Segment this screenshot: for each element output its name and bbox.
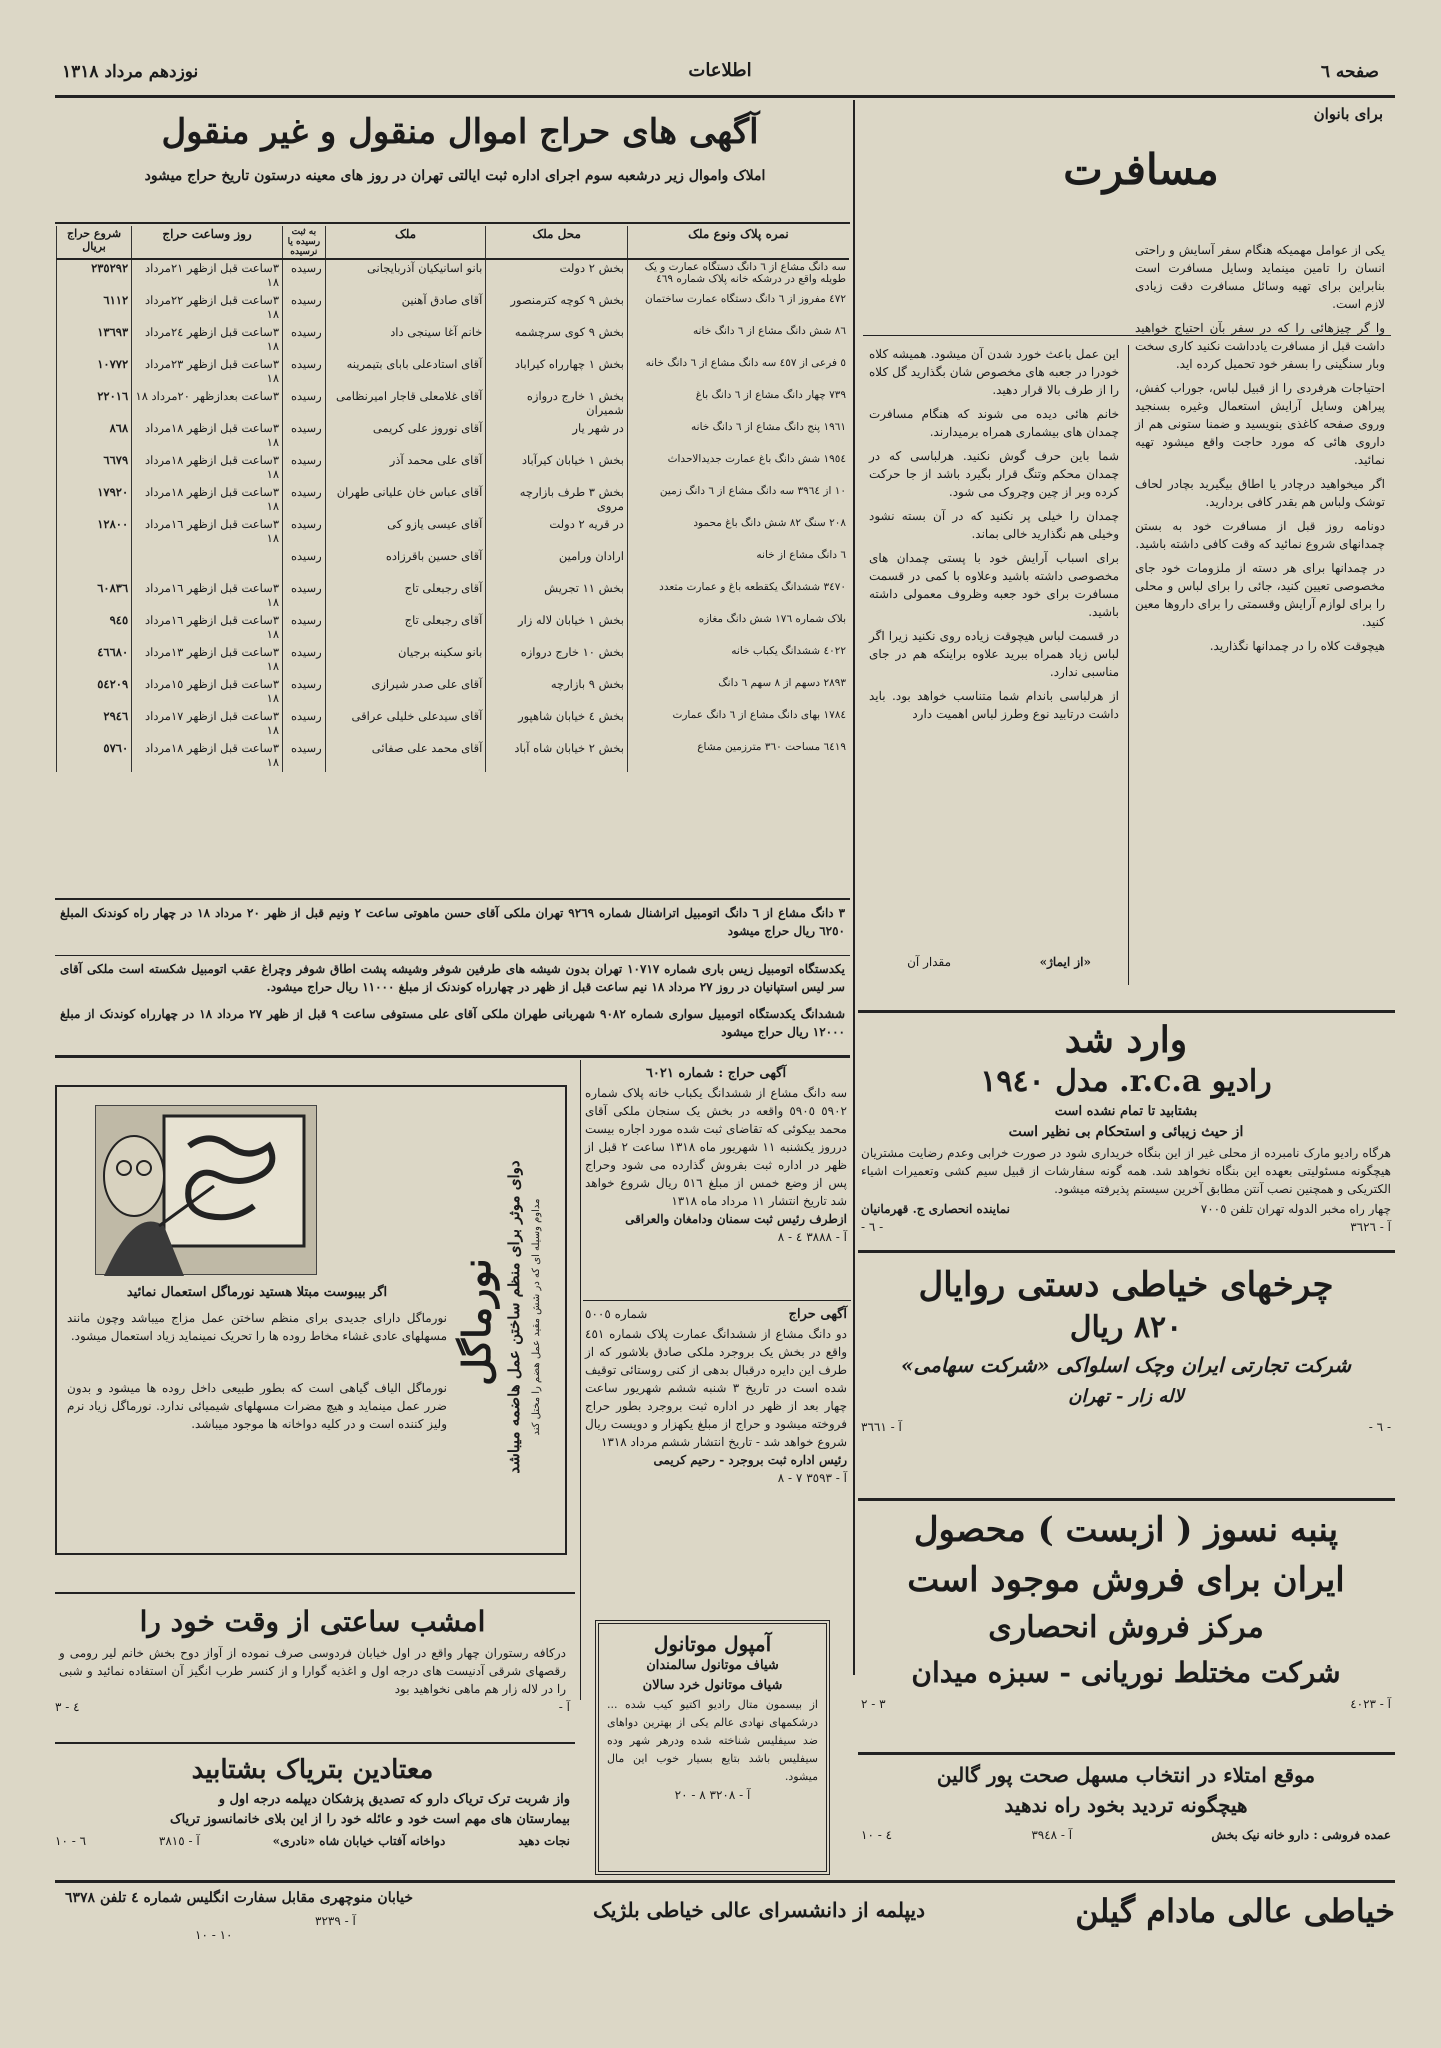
owner-cell: آقای علی محمد آذر [325,452,486,484]
nourmagol-body-2: نورماگل الیاف گیاهی است که بطور طبیعی داخل روده ها میشود و بدون ضرر عمل مینماید و هیچ مضرات مسهلهای شیمیائی ندارد. نورماگل زیاد نرم ولیز کننده است و در کلیه دواخانه ها موجود میباشد. [67,1381,447,1431]
col-owner: ملک [325,226,486,259]
date-cell: ۳ساعت قبل ازظهر ۲۲مرداد ۱۸ [132,292,283,324]
auction-5005-body: دو دانگ مشاع از ششدانگ عمارت پلاک شماره ٤٥١ واقع در بخش یک بروجرد ملکی صادق بلاشور که از طرف این دایره درقبال بدهی از کنی روستائی توقیف شده است در تاریخ ۳ شنبه ششم شهریور ساعت چهار بعد از ظهر در اداره ثبت بروجرد بطور حراج فروخته میشود و حراج از مبلغ یکهزار و دویست ریال شروع خواهد شد - تاریخ انتشار ششم مرداد ۱۳۱۸ [585,1327,847,1449]
laxative-line-2: هیچگونه تردید بخود راه ندهید [1004,1793,1248,1817]
price-cell: ٢٢٠١٦ [57,388,132,420]
man-with-intestine-chart-icon [94,1106,316,1276]
table-row [57,740,850,772]
owner-cell: بانو اسانیکیان آذربایجانی [325,259,486,292]
auction-5005-code: آ - ۳٥٩۳ ۷ - ۸ [777,1471,847,1485]
evening-body: درکافه رستوران چهار واقع در اول خیابان فردوسی صرف نموده از آواز دوح بخش خانم لیر رومی و رقصهای شرقی آدنیست های درجه اول و اغذیه گوارا و از کنسر طرب انگیز آن استفاده نمائید و شبی را در لاله زار هم ماهی نخواهید بود [59,1646,566,1696]
status-cell: رسیده [283,612,326,644]
paragraph: در قسمت لباس هیچوقت زیاده روی نکنید زیرا اگر لباس زیاد همراه ببرید علاوه براینکه هم در جای مناسبی ندارد. [869,629,1119,679]
auction-6021-code: آ - ۳۸۸۸ ٤ - ٨ [777,1230,847,1244]
column-divider [853,100,855,1675]
tailor-title: خیاطی عالی مادام گیلن [1075,1892,1395,1930]
location-cell: بخش ۱ چهارراه کیراباد [486,356,628,388]
status-cell: رسیده [283,516,326,548]
date-cell: ۳ساعت قبل ازظهر ۱۸مرداد ۱۸ [132,452,283,484]
cotton-code-2: ۳ - ۲ [861,1697,886,1711]
auction-table [56,226,849,772]
status-cell: رسیده [283,548,326,580]
location-cell: بخش ۱۱ تجریش [486,580,628,612]
nourmagol-vertical-title: نورماگل [454,1258,499,1386]
owner-cell: آقای رجبعلی تاج [325,612,486,644]
col-status: به ثبت رسیده یا نرسیده [283,226,326,259]
laxative-ad [861,1760,1391,1860]
radio-code-1: آ - ۳٦٢٦ [1350,1220,1391,1234]
sewing-title: چرخهای خیاطی دستی روایال [918,1265,1334,1305]
status-cell: رسیده [283,580,326,612]
plate-cell: ٣٤٧٠ ششدانگ یکقطعه باغ و عمارت متعدد [627,580,849,612]
price-cell: ٥٤٢٠٩ [57,676,132,708]
auction-tbody [57,259,850,772]
cotton-line-4: شرکت مختلط نوریانی - سبزه میدان [911,1656,1341,1689]
cotton-line-2: ایران برای فروش موجود است [907,1560,1345,1600]
ladies-title: مسافرت [1063,145,1219,194]
location-cell: بخش ٤ خیابان شاهپور [486,708,628,740]
ampoule-ad [595,1620,830,1875]
auction-note-1: ۳ دانگ مشاع از ٦ دانگ اتومبیل اتراشنال شماره ۹۲٦٩ تهران ملکی آقای حسن ماهوتی ساعت ۲ ونیم قبل از ظهر ۲۰ مرداد ۱۸ در چهار راه کوندنک المبلغ ٦٢٥٠ ریال حراج میشود [60,906,846,938]
paragraph: دونامه روز قبل از مسافرت خود به بستن چمدانهای شروع نمائید که وقت کافی داشته باشید. [1135,519,1385,551]
tailor-code-2: ١٠ - ١٠ [195,1928,233,1942]
status-cell: رسیده [283,388,326,420]
sewing-code-2: - ٦ - [1368,1420,1391,1434]
addicts-dist: دواخانه آفتاب خیابان شاه «نادری» [272,1834,446,1848]
auction-6021-sign: ازطرف رئیس ثبت سمنان ودامغان والعراقی [625,1212,847,1226]
tailor-sub: دیپلمه از دانشسرای عالی خیاطی بلژیک [593,1898,925,1922]
page-number: صفحه ٦ [1320,62,1379,82]
sewing-company: شرکت تجارتی ایران وچک اسلواکی «شرکت سهامی» [901,1353,1351,1377]
sewing-code-1: آ - ۳٦٦١ [861,1420,902,1434]
owner-cell: آقای استادعلی بابای بتیمرینه [325,356,486,388]
plate-cell: ۷۳۹ چهار دانگ مشاع از ٦ دانگ باغ [627,388,849,420]
radio-body: هرگاه رادیو مارک نامبرده از محلی غیر از این بنگاه خریداری شود در صورت خرابی وعدم رضایت مشتریان هیچگونه مسئولیتی بعهده این بنگاه نخواهد شد. همه گونه سفارشات از قبیل سیم کشی وتعمیرات اشیاء الکتریکی و همچنین نصب آنتن مطابق آخرین سیستم پذیرفته میشود. [861,1146,1391,1196]
plate-cell: ٦ دانگ مشاع از خانه [627,548,849,580]
col-plate: نمره پلاک ونوع ملک [627,226,849,259]
date-cell: ۳ساعت قبل ازظهر ۱٥مرداد ۱۸ [132,676,283,708]
tailor-code-1: آ - ۳۲۳۹ [315,1914,356,1928]
paragraph: احتیاجات هرفردی را از قبیل لباس، جوراب کفش، پیراهن وسایل آرایش استعمال وغیره بسنجید وروی صفحه کاغذی بنویسید و ضمنا ستونی هم از داروی هائی که مورد حاجت واقع میشود تهیه نمائید. [1135,381,1385,467]
radio-title-1: وارد شد [1064,1019,1188,1061]
price-cell: ٨٦٨ [57,420,132,452]
radio-ad [861,1018,1391,1234]
table-row [57,580,850,612]
auction-5005-sign: رئیس اداره ثبت بروجرد - رحیم کریمی [653,1453,847,1467]
ladies-tag: برای بانوان [1313,105,1383,123]
ampoule-body: از بیسمون متال رادیو اکتیو کیب شده ... درشکمهای نهادی عالم یکی از بهترین دواهای ضد سیفلیس شناخته شده ودرهر شهر وده سیفلیس باشد بتایع بسیار خوب این مال میشود. [607,1698,818,1783]
plate-cell: ۱۹٥٤ شش دانگ باغ عمارت جدیدالاحداث [627,452,849,484]
date-cell: ۳ساعت بعدازظهر ۲۰مرداد ۱۸ [132,388,283,420]
status-cell: رسیده [283,740,326,772]
paragraph: برای اسباب آرایش خود با پستی چمدان های مخصوصی داشته باشید وعلاوه با کمی در قسمت مسافرت برای خود جعبه وظروف معمولی داشته باشید. [869,551,1119,619]
col-location: محل ملک [486,226,628,259]
radio-line-1: بشتابید تا تمام نشده است [1054,1104,1198,1119]
auction-5005-title: آگهی حراج [788,1307,847,1322]
date-cell [132,548,283,580]
header-rule [55,95,1395,98]
nourmagol-body-1: نورماگل دارای جدیدی برای منظم ساختن عمل مزاج میباشد وچون مانند مسهلهای عادی غشاء مخاط روده ها را تحریک نمینماید زیاد استعمال میشود. [67,1311,447,1343]
ladies-signature: «از ایماژ» [1039,955,1091,969]
table-row [57,388,850,420]
date-cell: ۳ساعت قبل ازظهر ۱۷مرداد ۱۸ [132,708,283,740]
addicts-line-3: نجات دهید [518,1834,570,1848]
addicts-ad [55,1750,570,1875]
date-cell: ۳ساعت قبل ازظهر ۱۸مرداد ۱۸ [132,740,283,772]
cotton-line-3: مرکز فروش انحصاری [988,1610,1264,1645]
date-cell: ۳ساعت قبل ازظهر ۱٦مرداد ۱۸ [132,612,283,644]
plate-cell: بلاک شماره ١٧٦ شش دانگ مغازه [627,612,849,644]
plate-cell: ٦٤١٩ مساحت ٣٦٠ مترزمین مشاع [627,740,849,772]
location-cell: در شهر یار [486,420,628,452]
man-portrait-illustration [95,1105,317,1275]
addicts-code-2: ٦ - ١٠ [55,1834,87,1848]
date-cell: ۳ساعت قبل ازظهر ۱۸مرداد ۱۸ [132,484,283,516]
status-cell: رسیده [283,259,326,292]
location-cell: در قریه ۲ دولت [486,516,628,548]
nourmagol-vertical-note: مداوم وسیله ای که در شش مقید عمل هضم را مختل کند [531,1198,542,1436]
owner-cell: آقای عیسی یازو کی [325,516,486,548]
sewing-address: لاله زار - تهران [1068,1386,1184,1407]
table-header-row [57,226,850,259]
status-cell: رسیده [283,708,326,740]
location-cell: بخش ۲ دولت [486,259,628,292]
evening-code-2: ٤ - ۳ [55,1700,80,1714]
location-cell: بخش ۱ خارج دروازه شمیران [486,388,628,420]
price-cell: ١٠٧٧٢ [57,356,132,388]
auction-6021-title: آگهی حراج : شماره ٦٠٢١ [645,1066,787,1081]
location-cell: بخش ۹ کوچه کترمنصور [486,292,628,324]
addicts-title: معتادین بتریاک بشتابید [191,1755,434,1785]
table-row [57,708,850,740]
cotton-ad [861,1505,1391,1745]
tailor-address: خیابان منوچهری مقابل سفارت انگلیس شماره ٤ تلفن ٦۳۷۸ [65,1890,413,1906]
paragraph: در چمدانها برای هر دسته از ملزومات خود جای مخصوصی تعیین کنید، جائی را برای لباس و محلی را برای لوازم آرایش وقسمتی را برای داروها معین کنید. [1135,561,1385,629]
status-cell: رسیده [283,452,326,484]
laxative-code-1: آ - ۳٩٤٨ [1031,1828,1073,1842]
price-cell: ٤٦٦٨٠ [57,644,132,676]
location-cell: بخش ۱ خیابان لاله زار [486,612,628,644]
location-cell: بخش ۳ طرف بازارچه مروی [486,484,628,516]
date-cell: ۳ساعت قبل ازظهر ۱۳مرداد ۱۸ [132,644,283,676]
paragraph: هیچوقت کلاه را در چمدانها نگذارید. [1209,639,1385,653]
status-cell: رسیده [283,324,326,356]
status-cell: رسیده [283,420,326,452]
auction-table-wrap [56,226,849,772]
ladies-col2 [869,345,1119,729]
price-cell: ١٢٨٠٠ [57,516,132,548]
owner-cell: آقای صادق آهنین [325,292,486,324]
auction-5005-number: شماره ٥٠٠٥ [585,1307,648,1321]
location-cell: بخش ۱ خیابان کیرآباد [486,452,628,484]
header-date: نوزدهم مرداد ۱۳۱۸ [62,62,199,82]
col-date: روز وساعت حراج [132,226,283,259]
owner-cell: بانو سکینه برجیان [325,644,486,676]
table-row [57,612,850,644]
table-row [57,420,850,452]
status-cell: رسیده [283,644,326,676]
ladies-section [863,105,1391,1005]
status-cell: رسیده [283,484,326,516]
laxative-line-1: موقع امتلاء در انتخاب مسهل صحت پور گالین [936,1763,1316,1787]
location-cell: بخش ۹ کوی سرچشمه [486,324,628,356]
laxative-code-2: ٤ - ١٠ [861,1828,893,1842]
price-cell: ۲۳٥٢٩٢ [57,259,132,292]
table-row [57,516,850,548]
auction-note-2: یکدستگاه اتومبیل زیس باری شماره ۱۰۷۱۷ تهران بدون شیشه های طرفین شوفر وشیشه پشت اطاق شوفر وچراغ عقب اتومبیل شکسته است ملکی آقای سر لیس استپانیان در روز ۲۷ مرداد ۱۸ نیم ساعت قبل از ظهر در چهارراه کوندنک از مبلغ ۱۱۰۰۰ ریال حراج میشود. [60,962,845,994]
plate-cell: ٨٦ شش دانگ مشاع از ٦ دانگ خانه [627,324,849,356]
owner-cell: آقای عباس خان علیانی طهران [325,484,486,516]
paragraph: وا گر چیزهائی را که در سفر بآن احتیاج خواهید داشت قبل از مسافرت یادداشت نکنید کاری سخت وبار سنگینی را بسفر خود تحمیل کرده اید. [1135,321,1385,371]
auction-5005 [585,1305,847,1595]
paragraph: این عمل باعث خورد شدن آن میشود. همیشه کلاه خودرا در جعبه های مخصوص شان بگذارید گل کلاه را از طرف بالا قرار دهید. [869,347,1119,397]
table-row [57,452,850,484]
auction-6021-body: سه دانگ مشاع از ششدانگ یکباب خانه پلاک شماره ٥٩٠٢ ٥٩٠٥ واقعه در بخش یک سنجان ملکی آقای محمد بیکوئی که تقاضای ثبت شده مورد اجاره بیست درروز یکشنبه ۱۱ شهریور ماه ۱۳۱۸ ساعت ۲ قبل از ظهر در اداره ثبت بفروش گذارده می شود وحراج پس از وضع خمس از مبلغ ٥١٦ ریال شروع خواهد شد تاریخ انتشار ۱۱ مرداد ماه ۱۳۱۸ [585,1086,848,1208]
evening-ad [55,1600,570,1730]
table-row [57,644,850,676]
price-cell: ۱۳٦٩۳ [57,324,132,356]
plate-cell: ٤٠٢٢ ششدانگ یکباب خانه [627,644,849,676]
paragraph: اگر میخواهید درچادر یا اطاق بیگیرید بچادر لحاف توشک ولباس هم بقدر کافی بردارید. [1135,477,1385,509]
radio-agent: نماینده انحصاری ج. قهرمانیان [861,1202,1011,1216]
paragraph: یکی از عوامل مهمیکه هنگام سفر آسایش و راحتی انسان را تامین مینماید وسایل مسافرت است بنابراین برای تهیه وسائل مسافرت دقت زیادی لازم است. [1135,243,1385,311]
owner-cell: آقای غلامعلی قاجار امیرنظامی [325,388,486,420]
addicts-line-2: بیمارستان های مهم است خود و عائله خود را از این بلای خانمانسوز تریاک [169,1812,570,1827]
ampoule-line-1: شیاف موتانول سالمندان [646,1658,779,1673]
price-cell [57,548,132,580]
price-cell: ٢٩٤٦ [57,708,132,740]
cotton-code-1: آ - ٤٠٢٣ [1350,1697,1391,1711]
owner-cell: آقای نوروز علی کریمی [325,420,486,452]
plate-cell: ١٠ از ٣٩٦٤ سه دانگ مشاع از ٦ دانگ زمین [627,484,849,516]
price-cell: ٦٠٨٣٦ [57,580,132,612]
sewing-price: ۸۲۰ ریال [1069,1310,1183,1345]
tailor-ad [55,1886,1395,1976]
radio-code-2: - ٦ - [861,1220,884,1234]
table-row [57,292,850,324]
plate-cell: ٥ فرعی از ٤٥٧ سه دانگ مشاع از ٦ دانگ خانه [627,356,849,388]
ampoule-title: آمپول موتانول [653,1632,772,1656]
ladies-end: مقدار آن [907,955,951,969]
nourmagol-ad [55,1085,567,1555]
ampoule-code: آ - ۳۲۰٨ ۸ - ۲۰ [674,1788,751,1802]
date-cell: ۳ساعت قبل ازظهر ۲۱مرداد ۱۸ [132,259,283,292]
status-cell: رسیده [283,356,326,388]
auction-title: آگهی های حراج اموال منقول و غیر منقول [161,112,759,152]
plate-cell: ۱۹٦١ پنج دانگ مشاع از ٦ دانگ خانه [627,420,849,452]
evening-code-1: آ - [558,1700,570,1714]
evening-title: امشب ساعتی از وقت خود را [139,1605,486,1638]
col-price: شروع حراج بریال [57,226,132,259]
date-cell: ۳ساعت قبل ازظهر ۲۳مرداد ۱۸ [132,356,283,388]
nourmagol-vertical-sub: دوای موثر برای منظم ساختن عمل هاضمه میباشد [505,1160,523,1474]
table-row [57,324,850,356]
table-row [57,356,850,388]
owner-cell: آقای سیدعلی خلیلی عراقی [325,708,486,740]
addicts-code-1: آ - ۳۸۱٥ [158,1834,200,1848]
auction-subtitle: املاک واموال زیر درشعبه سوم اجرای اداره ثبت ایالتی تهران در روز های معینه درستون تاریخ حراج میشود [144,168,766,184]
owner-cell: خانم آغا سینجی داد [325,324,486,356]
table-row [57,484,850,516]
paragraph: خانم هائی دیده می شوند که هنگام مسافرت چمدان های بیشماری همراه برمیدارند. [869,407,1119,439]
date-cell: ۳ساعت قبل ازظهر ۱٨مرداد ۱۸ [132,420,283,452]
location-cell: ارادان ورامین [486,548,628,580]
cotton-line-1: پنبه نسوز ( ازبست ) محصول [913,1510,1339,1550]
plate-cell: سه دانگ مشاع از ٦ دانگ دستگاه عمارت و یک طویله واقع در درشکه خانه پلاک شماره ٤٦٩ [627,259,849,292]
table-row [57,548,850,580]
radio-line-2: از حیث زیبائی و استحکام بی نظیر است [1008,1124,1244,1140]
paragraph: چمدان را خیلی پر نکنید که در آن بسته نشود وخیلی هم نگذارید خالی بماند. [869,509,1119,541]
plate-cell: ٢٠٨ سنگ ٨٢ شش دانگ باغ محمود [627,516,849,548]
price-cell: ١٧٩٢٠ [57,484,132,516]
radio-address: چهار راه مخبر الدوله تهران تلفن ۷۰۰٥ [1200,1202,1391,1216]
price-cell: ٥٧٦٠ [57,740,132,772]
column-divider-2 [580,1060,581,1700]
price-cell: ٦٦٧٩ [57,452,132,484]
date-cell: ۳ساعت قبل ازظهر ۱٦مرداد ۱۸ [132,516,283,548]
owner-cell: آقای محمد علی صفائی [325,740,486,772]
addicts-line-1: واز شربت ترک تریاک دارو که تصدیق پزشکان دیپلمه درجه اول و [218,1792,570,1807]
paragraph: شما باین حرف گوش نکنید. هرلباسی که در چمدان محکم وتنگ قرار بگیرد باشد از جا حرکت کرده وبر از چین وچروک می شود. [869,449,1119,499]
nourmagol-headline: اگر بیبوست مبتلا هستید نورماگل استعمال نمائید [126,1285,388,1300]
location-cell: بخش ۹ بازارچه [486,676,628,708]
table-row [57,259,850,292]
status-cell: رسیده [283,676,326,708]
laxative-dist: عمده فروشی : دارو خانه نیک بخش [1211,1828,1391,1842]
plate-cell: ٢٨٩٣ دسهم از ٨ سهم ٦ دانگ [627,676,849,708]
owner-cell: آقای علی صدر شیرازی [325,676,486,708]
plate-cell: ۱۷۸٤ بهای دانگ مشاع از ٦ دانگ عمارت [627,708,849,740]
price-cell: ۹٤٥ [57,612,132,644]
date-cell: ۳ساعت قبل ازظهر ٢٤مرداد ۱۸ [132,324,283,356]
radio-title-2: رادیو r.c.a. مدل ۱۹٤۰ [980,1064,1272,1099]
paragraph: از هرلباسی باندام شما متناسب خواهد بود. باید داشت درتابید نوع وطرز لباس اهمیت دارد [869,689,1119,721]
status-cell: رسیده [283,292,326,324]
ampoule-line-2: شیاف موتانول خرد سالان [642,1678,783,1693]
plate-cell: ٤٧٢ مفروز از ٦ دانگ دستگاه عمارت ساختمان [627,292,849,324]
ladies-col1 [1135,241,1385,661]
auction-note-3: ششدانگ یکدستگاه اتومبیل سواری شماره ۹۰۸۲ شهربانی طهران ملکی آقای علی مستوفی ساعت ۹ قبل از ظهر ۲۷ مرداد ۱۸ در چهارراه کوندنک از مبلغ ۱۲۰۰۰ ریال حراج میشود [60,1007,846,1039]
sewing-ad [861,1262,1391,1462]
location-cell: بخش ۱۰ خارج دروازه [486,644,628,676]
price-cell: ٦١١٢ [57,292,132,324]
owner-cell: آقای رجبعلی تاج [325,580,486,612]
masthead: اطلاعات [688,60,752,81]
date-cell: ۳ساعت قبل ازظهر ۱٦مرداد ۱۸ [132,580,283,612]
owner-cell: آقای حسین باقرزاده [325,548,486,580]
location-cell: بخش ۲ خیابان شاه آباد [486,740,628,772]
table-row [57,676,850,708]
